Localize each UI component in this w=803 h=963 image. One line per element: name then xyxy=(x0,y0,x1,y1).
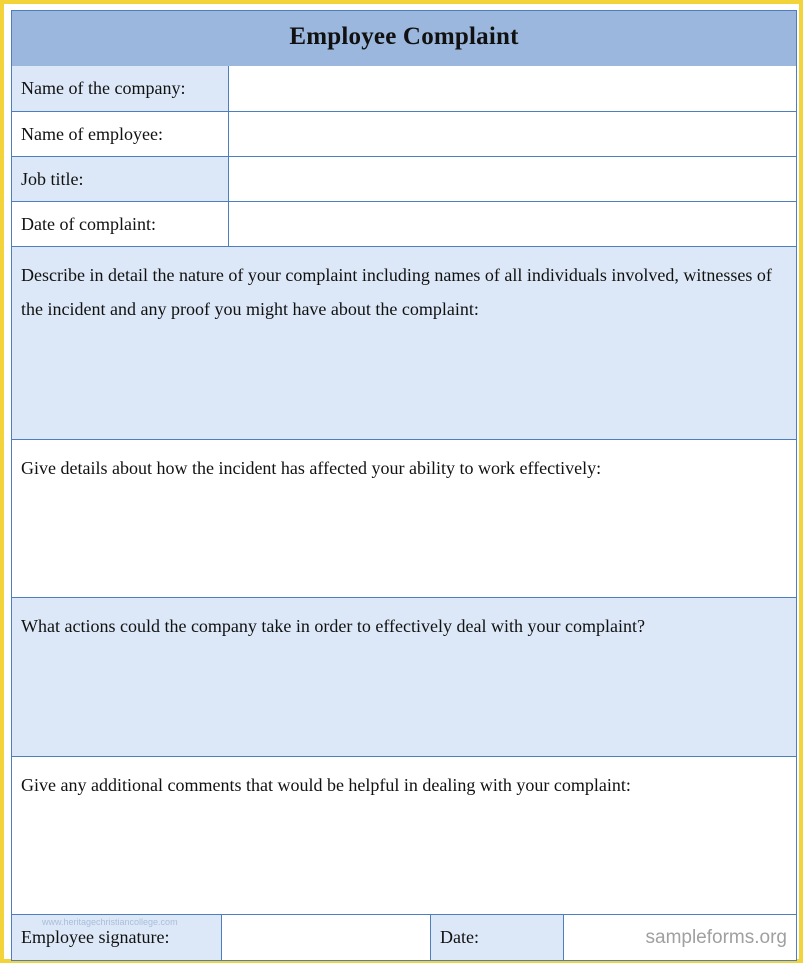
field-row-date xyxy=(12,202,796,247)
additional-comments-area[interactable] xyxy=(12,757,796,915)
additional-comments-prompt: Give any additional comments that would be helpful in dealing with your complaint: xyxy=(21,775,631,795)
company-name-field[interactable] xyxy=(229,66,796,111)
small-watermark: www.heritagechristiancollege.com xyxy=(42,917,178,927)
complaint-form xyxy=(11,10,797,961)
field-label-company: Name of the company: xyxy=(12,66,229,111)
field-label-job-title: Job title: xyxy=(12,157,229,201)
employee-name-field[interactable] xyxy=(229,112,796,156)
field-label-employee: Name of employee: xyxy=(12,112,229,156)
signature-field[interactable] xyxy=(222,915,431,960)
complaint-date-field[interactable] xyxy=(229,202,796,246)
complaint-description-area[interactable] xyxy=(12,247,796,440)
incident-effect-area[interactable] xyxy=(12,440,796,598)
complaint-description-prompt: Describe in detail the nature of your complaint including names of all individuals involved, witnesses of the incident and any proof you might have about the complaint: xyxy=(21,265,772,319)
field-row-company xyxy=(12,66,796,112)
field-row-job-title xyxy=(12,157,796,202)
company-actions-area[interactable] xyxy=(12,598,796,757)
field-label-date: Date of complaint: xyxy=(12,202,229,246)
date-label: Date: xyxy=(431,915,564,960)
company-actions-prompt: What actions could the company take in order to effectively deal with your complaint? xyxy=(21,616,645,636)
field-row-employee xyxy=(12,112,796,157)
sampleforms-watermark: sampleforms.org xyxy=(645,927,787,948)
incident-effect-prompt: Give details about how the incident has affected your ability to work effectively: xyxy=(21,458,602,478)
form-title: Employee Complaint xyxy=(12,11,796,67)
job-title-field[interactable] xyxy=(229,157,796,201)
signature-label: Employee signature: xyxy=(12,915,222,960)
